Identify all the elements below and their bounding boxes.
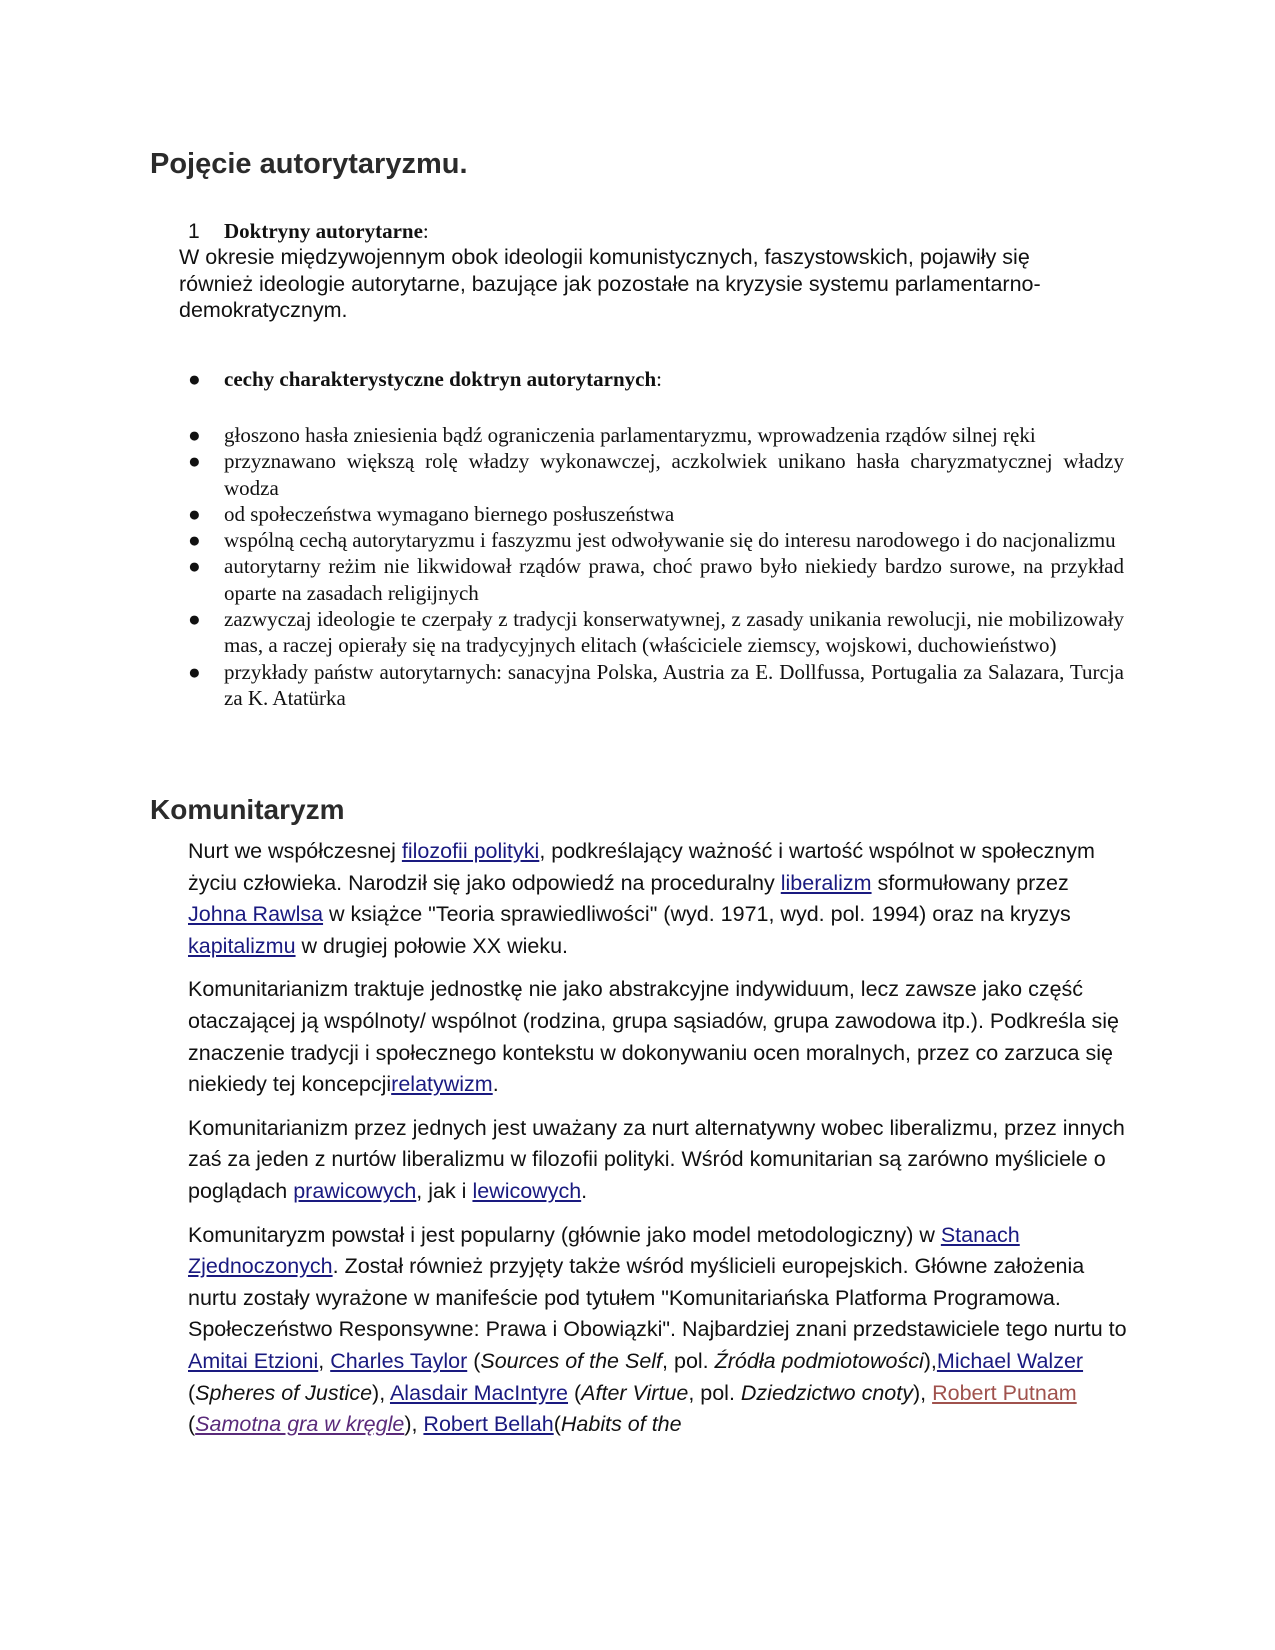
paragraph — [188, 1113, 1128, 1208]
link-kapitalizm[interactable]: kapitalizmu — [188, 933, 296, 958]
text: ), — [923, 1348, 937, 1373]
text: , pol. — [688, 1380, 741, 1405]
text: Komunitaryzm powstał i jest popularny (głównie jako model metodologiczny) w — [188, 1222, 941, 1247]
link-filozofia-polityki[interactable]: filozofii polityki — [401, 839, 540, 863]
text: . Został również przyjęty także wśród myślicieli europejskich. Główne założenia nurtu zostały wyrażone w manifeście pod tytułem "Komunitariańska Platforma Programowa. Społeczeństwo Responsywne: Prawa i Obowiązki". Najbardziej znani przedstawiciele tego nurtu to — [188, 1254, 1127, 1342]
text: ( — [188, 1412, 196, 1437]
text: , jak i — [416, 1178, 473, 1203]
link-prawicowych[interactable]: prawicowych — [293, 1178, 417, 1203]
link-stany-zjednoczone[interactable]: Stanach Zjednoczonych — [188, 1222, 1020, 1279]
list-item-text: autorytarny reżim nie likwidował rządów prawa, choć prawo było niekiedy bardzo surowe, na przykład oparte na zasadach religijnych — [224, 554, 1124, 605]
page-title: Pojęcie autorytaryzmu. — [150, 148, 468, 180]
book-title: After Virtue — [581, 1380, 689, 1405]
section-heading: Komunitaryzm — [150, 794, 345, 825]
link-charles-taylor[interactable]: Charles Taylor — [330, 1348, 468, 1373]
heading-text: Doktryny autorytarne — [224, 219, 423, 243]
list-item — [188, 501, 1124, 527]
text: ( — [553, 1412, 561, 1437]
bullet-icon: ● — [188, 607, 201, 632]
link-samotna-gra-w-kregle[interactable]: Samotna gra w kręgle — [195, 1412, 405, 1437]
book-title: Źródła podmiotowości — [714, 1348, 924, 1373]
text: ), — [912, 1380, 933, 1405]
text: Nurt we współczesnej — [188, 839, 402, 863]
text: ( — [568, 1380, 582, 1405]
link-robert-bellah[interactable]: Robert Bellah — [423, 1412, 554, 1437]
text: sformułowany przez — [871, 870, 1069, 895]
list-item — [188, 527, 1124, 553]
link-liberalizm[interactable]: liberalizm — [780, 870, 872, 895]
link-alasdair-macintyre[interactable]: Alasdair MacIntyre — [389, 1380, 569, 1405]
link-robert-putnam[interactable]: Robert Putnam — [932, 1380, 1077, 1405]
bullet-icon: ● — [188, 528, 201, 553]
text: ), — [372, 1380, 390, 1405]
book-title: Spheres of Justice — [195, 1380, 373, 1405]
text: ), — [404, 1412, 424, 1437]
text: Komunitarianizm traktuje jednostkę nie jako abstrakcyjne indywiduum, lecz zawsze jako część otaczającej ją wspólnoty/ wspólnot (rodzina, grupa sąsiadów, grupa zawodowa itp.). Podkreśla się znaczenie tradycji i społecznego kontekstu w dokonywaniu ocen moralnych, przez co zarzuca się niekiedy tej koncepcji — [188, 977, 1119, 1097]
list-item — [188, 606, 1124, 659]
heading-number: 1 — [188, 220, 200, 243]
list-item-text: od społeczeństwa wymagano biernego posłuszeństwa — [224, 501, 675, 526]
book-title: Dziedzictwo cnoty — [740, 1380, 913, 1405]
link-john-rawls[interactable]: Johna Rawlsa — [188, 902, 324, 927]
list-item-text: wspólną cechą autorytaryzmu i faszyzmu jest odwoływanie się do interesu narodowego i do nacjonalizmu — [224, 528, 1116, 553]
paragraph — [188, 974, 1128, 1100]
link-relatywizm[interactable]: relatywizm — [391, 1072, 493, 1097]
text: , podkreślający ważność i wartość wspólnot w społecznym życiu człowieka. Narodził się jako odpowiedź na proceduralny — [188, 839, 1095, 895]
link-michael-walzer[interactable]: Michael Walzer — [936, 1348, 1084, 1373]
paragraph — [188, 836, 1128, 962]
book-title: Habits of the — [560, 1412, 682, 1437]
text: . — [492, 1072, 499, 1097]
features-heading-text: cechy charakterystyczne doktryn autorytarnych — [224, 367, 657, 391]
bullet-icon: ● — [188, 449, 201, 474]
bullet-icon: ● — [188, 423, 201, 447]
link-amitai-etzioni[interactable]: Amitai Etzioni — [188, 1348, 319, 1373]
bullet-icon: ● — [188, 554, 201, 579]
heading-colon: : — [422, 219, 429, 243]
list-item-text: przykłady państw autorytarnych: sanacyjna Polska, Austria za E. Dollfussa, Portugalia za Salazara, Turcja za K. Atatürka — [224, 659, 1124, 710]
link-lewicowych[interactable]: lewicowych — [472, 1178, 582, 1203]
list-item — [188, 448, 1124, 501]
list-item-text: zazwyczaj ideologie te czerpały z tradycji konserwatywnej, z zasady unikania rewolucji, nie mobilizowały mas, a raczej opierały się na tradycyjnych elitach (właściciele ziemscy, wojskowi, duchowieństwo) — [224, 607, 1124, 658]
text: , pol. — [662, 1348, 715, 1373]
list-item-text: przyznawano większą rolę władzy wykonawczej, aczkolwiek unikano hasła charyzmatycznej władzy wodza — [224, 449, 1124, 500]
text: ( — [467, 1348, 481, 1373]
features-heading — [188, 367, 662, 392]
bullet-icon: ● — [188, 367, 201, 391]
bullet-icon: ● — [188, 501, 201, 526]
text: , — [318, 1348, 331, 1373]
book-title: Sources of the Self — [480, 1348, 663, 1373]
features-list — [188, 422, 1124, 711]
list-item — [188, 422, 1124, 448]
bullet-icon: ● — [188, 659, 201, 684]
list-item-text: głoszono hasła zniesienia bądź ograniczenia parlamentaryzmu, wprowadzenia rządów silnej ręki — [224, 423, 1036, 447]
text: ( — [188, 1380, 196, 1405]
list-item — [188, 659, 1124, 712]
list-item — [188, 553, 1124, 606]
text: w książce "Teoria sprawiedliwości" (wyd. 1971, wyd. pol. 1994) oraz na kryzys — [323, 902, 1071, 927]
text: . — [581, 1178, 588, 1203]
features-heading-colon: : — [656, 367, 663, 391]
section-body — [188, 836, 1128, 1453]
numbered-heading — [188, 219, 429, 244]
text: w drugiej połowie XX wieku. — [295, 933, 569, 958]
intro-paragraph: W okresie międzywojennym obok ideologii komunistycznych, faszystowskich, pojawiły się również ideologie autorytarne, bazujące jak pozostałe na kryzysie systemu parlamentarno-demokratycznym. — [179, 245, 1041, 322]
paragraph — [188, 1220, 1128, 1441]
text: Komunitarianizm przez jednych jest uważany za nurt alternatywny wobec liberalizmu, przez innych zaś za jeden z nurtów liberalizmu w filozofii polityki. Wśród komunitarian są zarówno myśliciele o poglądach — [188, 1115, 1125, 1203]
